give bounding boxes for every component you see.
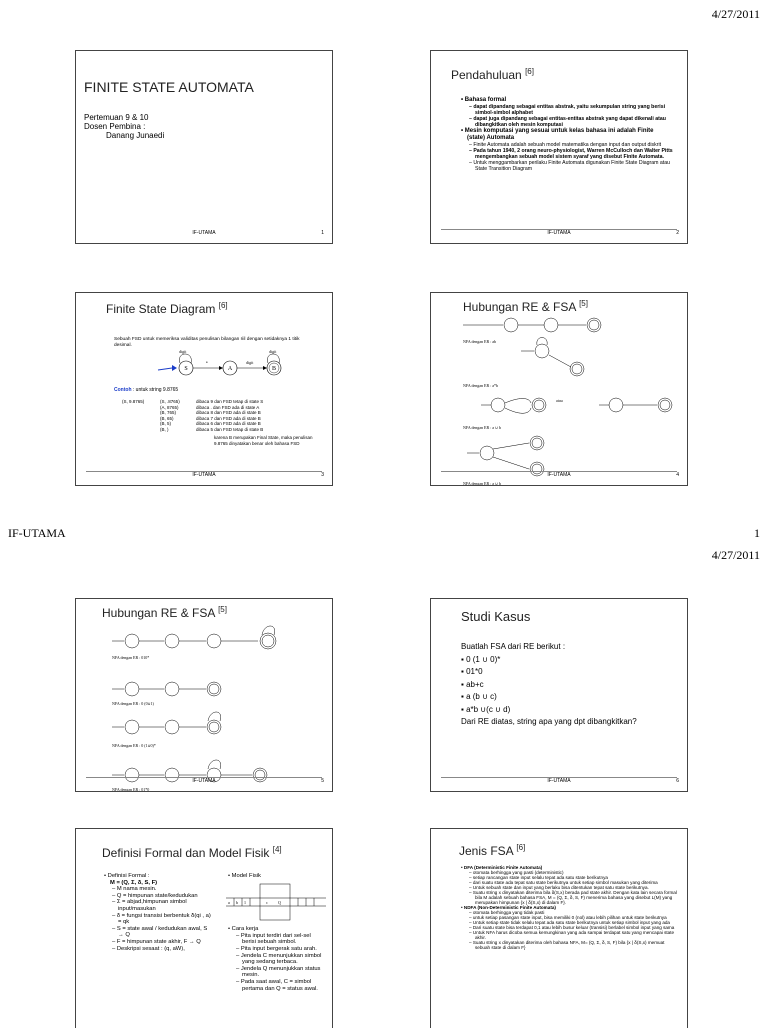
list-item: – Jendela C menunjukkan simbol yang sedang terbaca. (236, 952, 322, 966)
caption: NFA dengan ER : a ∪ b (463, 481, 501, 486)
definition-list (102, 886, 212, 952)
slide-title: Hubungan RE & FSA [5] (463, 299, 588, 314)
slide-7 (75, 828, 333, 1028)
slide-2 (430, 50, 688, 244)
slide-5 (75, 598, 333, 792)
edge-label: digit (179, 349, 187, 354)
dfa-list (459, 870, 677, 905)
slide-footer (431, 230, 687, 237)
caption: NFA dengan ER : ab (463, 339, 497, 344)
trace-table (122, 399, 263, 432)
meeting-label: Pertemuan 9 & 10 (84, 113, 149, 122)
trace-conclusion: karena B merupakan Final State, maka penulisan 9.8765 dinyatakan benar oleh bahasa FSD (214, 435, 313, 446)
list-item: – F = himpunan state akhir, F → Q (112, 938, 201, 945)
bullet-2: • Mesin komputasi yang sesuai untuk kelas bahasa ini adalah Finite (state) Automata (461, 128, 654, 141)
list-item: – untuk setiap pasangan state input, bisa memiliki 0 (nol) atau lebih pilihan untuk state berikutnya (469, 915, 667, 920)
slide-4 (430, 292, 688, 486)
slide-footer: IF-UTAMA 3 (192, 472, 324, 478)
list-item: ▪ 0 (1 ∪ 0)* (461, 654, 501, 664)
svg-text:a: a (228, 899, 230, 905)
lecturer-label: Dosen Pembina : (84, 122, 146, 131)
list-item: – Jendela Q menunjukkan status mesin. (236, 965, 321, 979)
bullet-1: • Bahasa formal (461, 97, 507, 103)
sub-bullet: – dapat dipandang sebagai entitas abstrak, yaitu sekumpulan string yang berisi simbol-simbol alphabet (469, 104, 666, 116)
list-item: – Suatu string x dinyatakan diterima oleh bahasa NFA, M= (Q, Σ, δ, S, F) bila {x | δ(S,x) memuat sebuah state di dalam F} (469, 940, 665, 950)
list-item: – Untuk setiap state tidak selalu tepat ada satu state berikutnya untuk setiap simbol input yang ada (469, 920, 670, 925)
caption: NFA dengan ER : a*b (463, 383, 499, 388)
trace-row: (B, 765) dibaca 8 dan FSD ada di state B (160, 410, 261, 415)
page-date: 4/27/2011 (711, 7, 760, 21)
slide-number: 2 (676, 230, 679, 236)
sub-bullet: – Finite Automata adalah sebuah model matematika dengan input dan output diskrit (469, 142, 662, 148)
re-list (461, 654, 679, 717)
state-a-label: A (227, 366, 233, 372)
caption: NFA dengan ER : 0 (0∪1) (112, 701, 154, 706)
list-item: – S = state awal / kedudukan awal, S → Q (112, 925, 208, 939)
sub-bullet: – dapat juga dipandang sebagai entitas-entitas abstrak yang dapat dikenali atau dibangkitkan oleh mesin komputasi (469, 116, 666, 128)
lecturer-name: Danang Junaedi (106, 131, 165, 140)
list-item: – δ = fungsi transisi berbentuk δ(qi , a) = qk (112, 912, 211, 926)
svg-text:1: 1 (244, 899, 246, 905)
intro-text: Sebuah FSD untuk memeriksa validitas penulisan bilangan riil dengan setidaknya 1 titik desimal. (114, 337, 300, 348)
dfa-heading: • DFA (Deterministic Finite Automata) (461, 865, 543, 870)
list-item: – otomata berhingga yang pasti (deterministic) (469, 870, 564, 875)
title-text: Pendahuluan (451, 68, 522, 82)
slide-3 (75, 292, 333, 486)
list-item: – Untuk NFA harus dicoba semua kemungkinan yang ada sampai terdapat satu yang mencapai state akhir. (469, 930, 675, 940)
slide-footer (76, 230, 332, 237)
state-b-label: B (271, 366, 277, 372)
caption: NFA dengan ER : 010* (112, 655, 150, 660)
edge-label: • (206, 361, 208, 366)
slide-footer: IF-UTAMA 4 (547, 472, 679, 478)
list-item: – Pita input bergerak satu arah. (236, 945, 317, 952)
nfa-diagrams (76, 599, 333, 792)
list-item: – Dari suatu state bisa terdapat 0,1 atau lebih busur keluar (transisi) berlabel simbol input yang sama (469, 925, 675, 930)
trace-row: (B, ) dibaca 5 dan FSD tetap di state B (160, 426, 264, 432)
slide-number: 1 (321, 230, 324, 236)
svg-text:c: c (266, 899, 268, 905)
slide-title: Studi Kasus (461, 609, 531, 624)
trace-row: (A, 8765) dibaca . dan FSD ada di state A (160, 404, 260, 410)
list-item: – Pada saat awal, C = simbol pertama dan Q = status awal. (236, 978, 318, 992)
edge-label: digit (269, 349, 277, 354)
list-item: – Σ = abjad,himpunan simbol input/masukan (112, 899, 187, 912)
slide-8 (430, 828, 688, 1028)
tuple-label: M = (Q, Σ, δ, S, F) (110, 879, 158, 886)
sub-bullet: – Pada tahun 1940, 2 orang neuro-physiologist, Warren McCulloch dan Walter Pitts mengembangkan sebuah model sistem syaraf yang disebut Finite Automata. (469, 148, 673, 160)
slide-title: Jenis FSA [6] (459, 843, 526, 858)
footer-label: IF-UTAMA (192, 230, 216, 236)
intro-text: Buatlah FSA dari RE berikut : (461, 642, 566, 651)
ndfa-heading: • NDFA (Non-Deterministic Finite Automata) (461, 905, 556, 910)
caption: NFA dengan ER : 0 (1∪0)* (112, 743, 156, 748)
page-date: 4/27/2011 (711, 548, 760, 562)
nfa-diagrams (431, 293, 688, 486)
slide-title: Definisi Formal dan Model Fisik [4] (102, 845, 282, 860)
list-item: ▪ 01*0 (461, 667, 483, 676)
slide-title: Hubungan RE & FSA [5] (102, 605, 227, 620)
list-item: – M nama mesin. (112, 886, 157, 893)
list-item: – Untuk sebuah state dan input yang berlaku bisa ditentukan tepat satu state berikutnya. (469, 885, 649, 890)
edge-label: digit (246, 360, 254, 365)
slide-footer: IF-UTAMA 6 (547, 778, 679, 784)
trace-row: (S, 9.8765) (S, .8765) dibaca 9 dan FSD tetap di state S (122, 399, 264, 404)
list-item: – Deskripsi sesaat : (q, aW), (112, 945, 185, 952)
trace-row: (B, 5) dibaca 6 dan FSD ada di state B (160, 421, 261, 426)
process-list (226, 933, 326, 992)
slide-footer: IF-UTAMA 5 (192, 778, 324, 784)
list-item: ▪ a (b ∪ c) (461, 692, 497, 701)
reference-mark: [6] (525, 67, 534, 76)
caption: NFA dengan ER : 01*0 (112, 787, 150, 792)
definition-heading: • Definisi Formal : (104, 873, 150, 879)
list-item: – Q = himpunan state/kedudukan (112, 892, 198, 899)
ndfa-list (459, 910, 677, 950)
slide-title: Finite State Diagram [6] (106, 301, 228, 316)
example-line: Contoh : untuk string 9.8765 (114, 387, 179, 393)
page-number: 1 (754, 526, 760, 540)
process-heading: • Cara kerja (228, 926, 259, 933)
list-item: ▪ a*b ∪(c ∪ d) (461, 704, 511, 714)
caption: atau (556, 398, 563, 403)
caption: NFA dengan ER : a ∪ b (463, 425, 501, 430)
state-s-label: S (184, 366, 188, 372)
model-heading: • Model Fisik (228, 873, 261, 879)
svg-text:b: b (236, 899, 238, 905)
footer-label: IF-UTAMA (547, 230, 571, 236)
slide-title (451, 67, 534, 82)
svg-text:Q: Q (278, 899, 281, 905)
tape-model (226, 880, 326, 924)
list-item: – dari suatu state ada tepat satu state berikutnya untuk setiap simbol masukan yang diterima (469, 880, 658, 885)
list-item: – Pita input terdiri dari sel-sel berisi sebuah simbol. (236, 932, 311, 946)
slide-title: FINITE STATE AUTOMATA (84, 79, 254, 95)
page-footer-label: IF-UTAMA (8, 526, 66, 540)
list-item: – setiap rancangan state input selalu tepat ada satu state berikutnya (469, 875, 608, 880)
slide-1 (75, 50, 333, 244)
question-text: Dari RE diatas, string apa yang dpt dibangkitkan? (461, 717, 637, 726)
sub-bullet: – Untuk menggambarkan perilaku Finite Automata digunakan Finite State Diagram atau State Transition Diagram (469, 160, 670, 172)
list-item: – Suatu string x dinyatakan diterima bila δ(S,x) berada pad state akhir. Dengan kata lain secara formal bila M adalah sebuah bahasa FSA, M = (Q, Σ, δ, S, F) menerima bahasa yang disebut L(M) yang merupakan himpunan {x | δ(S,x) di dalam F}. (469, 890, 677, 905)
trace-row: (B, 65) dibaca 7 dan FSD ada di state B (160, 415, 261, 421)
list-item: – otomata berhingga yang tidak pasti (469, 910, 545, 915)
list-item: ▪ ab+c (461, 679, 484, 689)
slide-6 (430, 598, 688, 792)
